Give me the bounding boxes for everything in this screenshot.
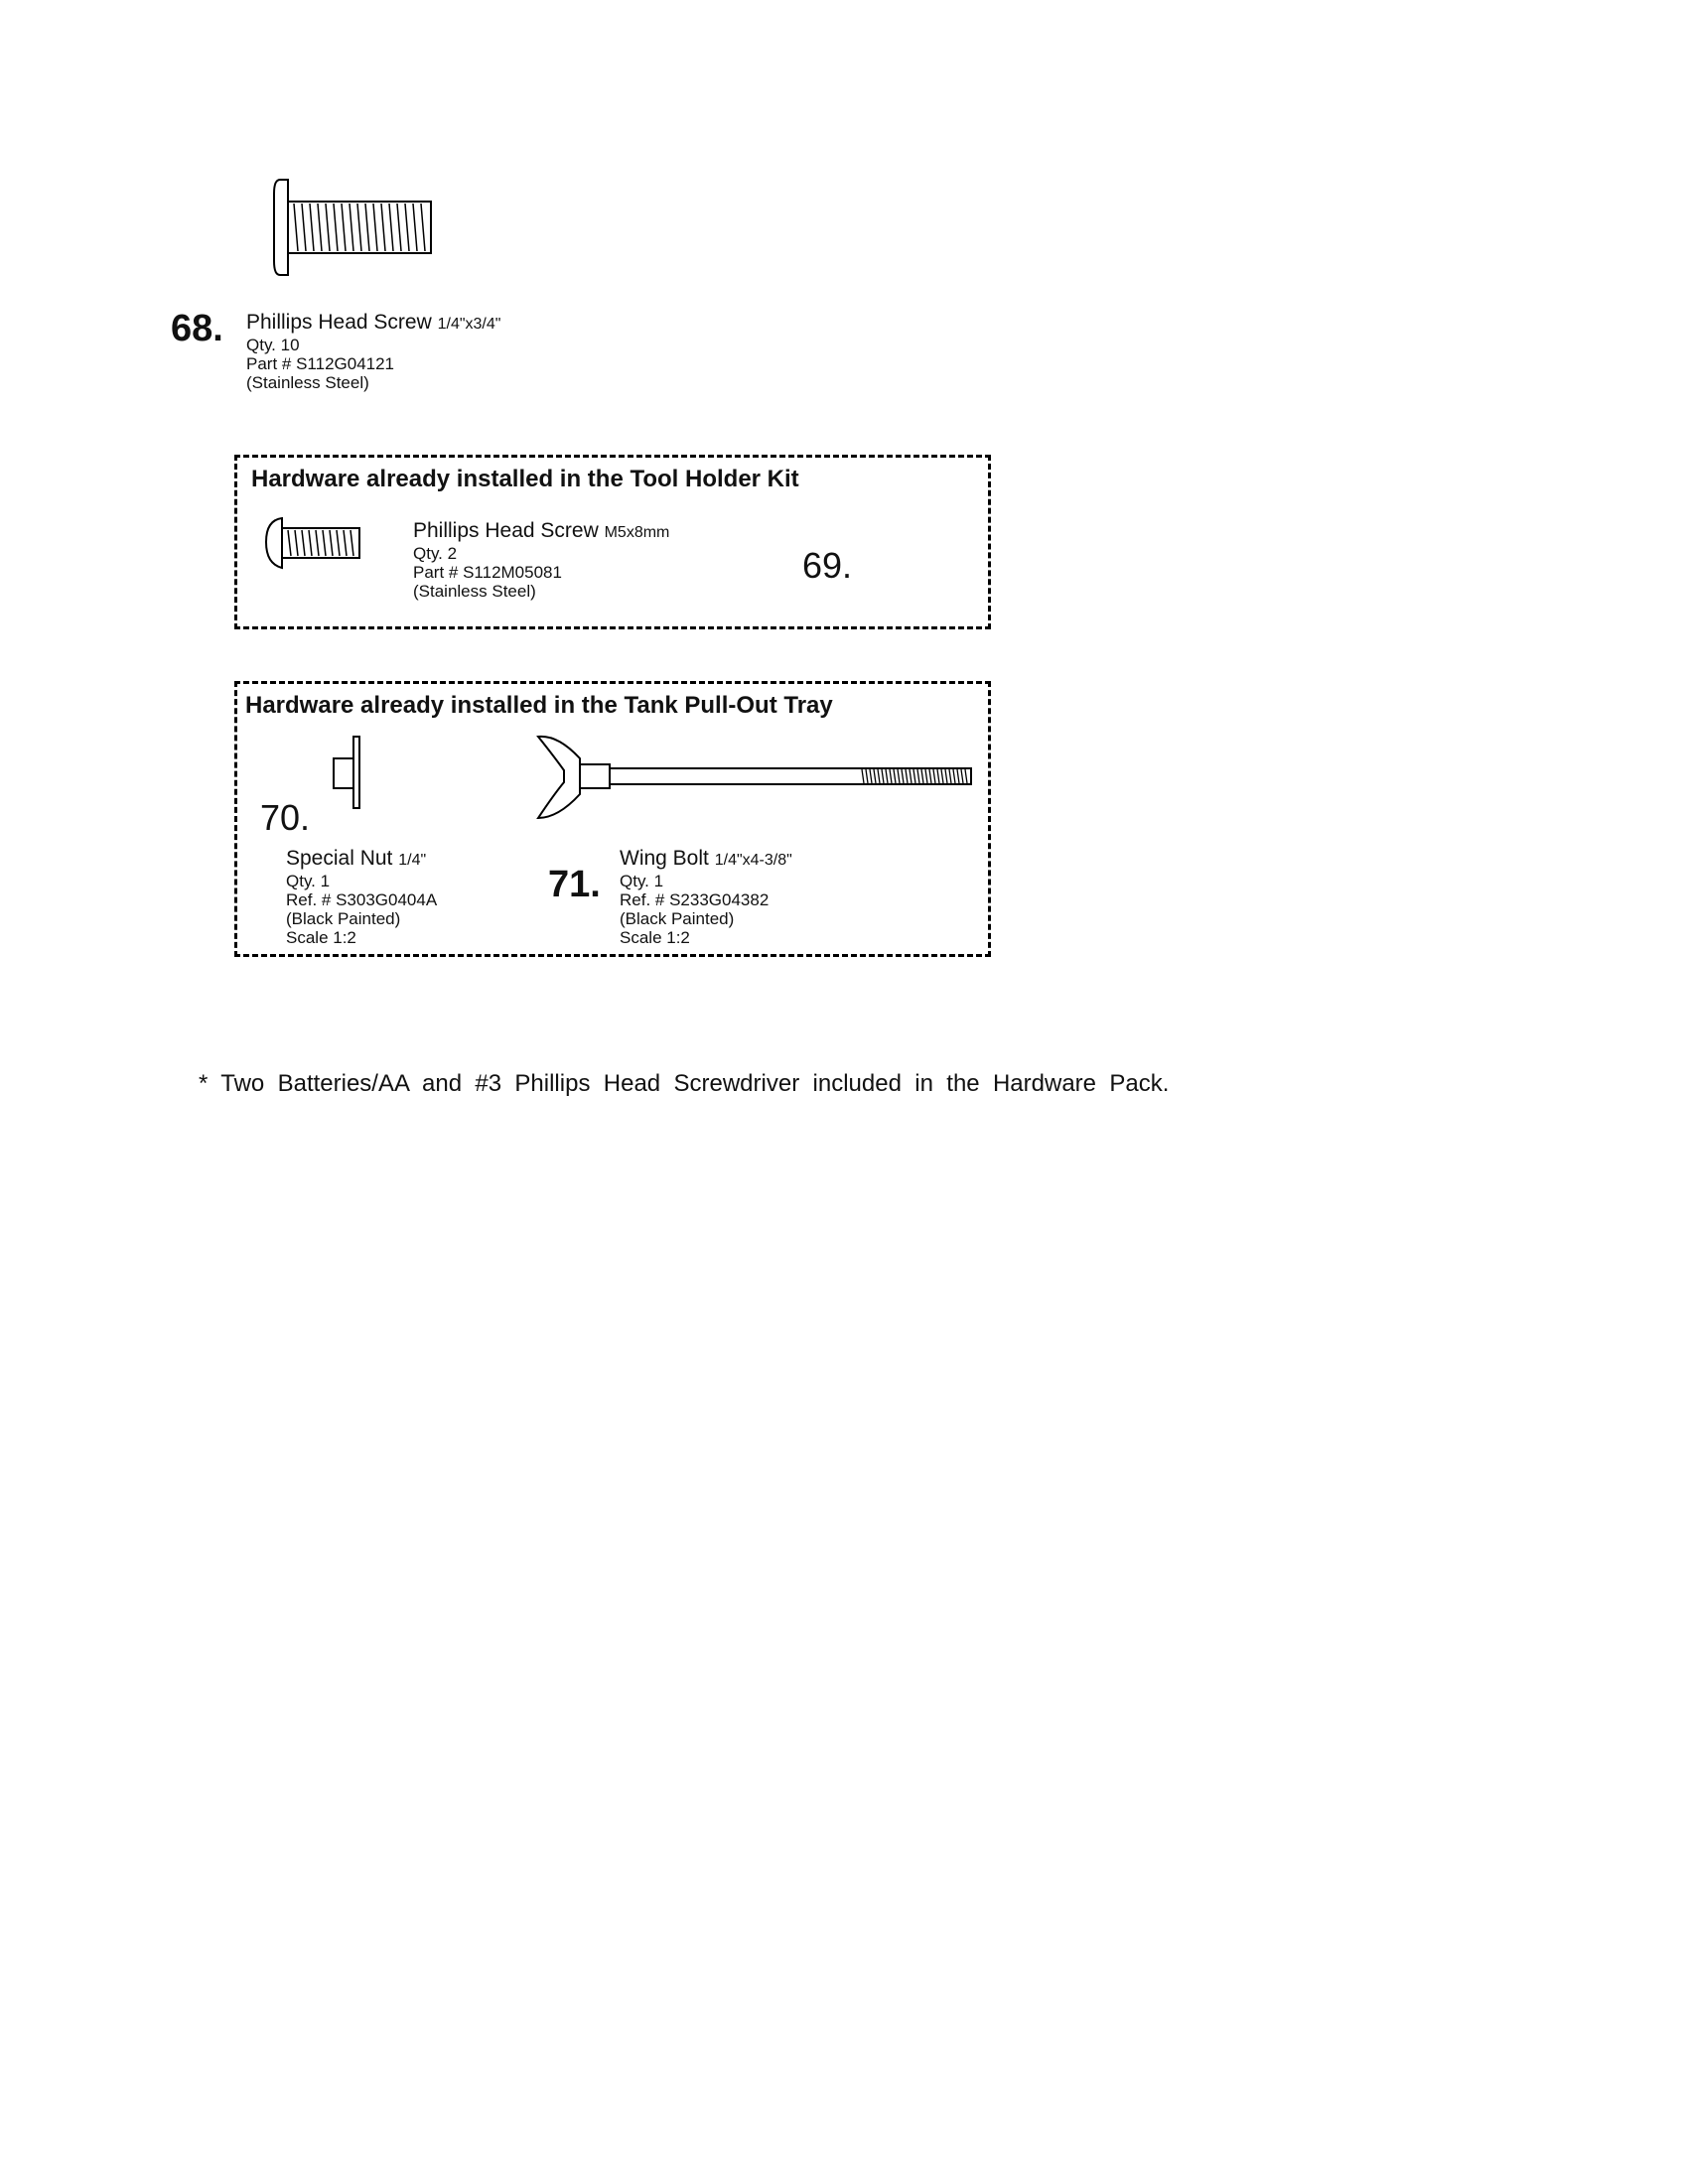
part-69-material: (Stainless Steel)	[413, 582, 536, 601]
part-70-finish: (Black Painted)	[286, 909, 401, 928]
hardware-pack-footnote: * Two Batteries/AA and #3 Phillips Head Screwdriver included in the Hardware Pack.	[199, 1070, 1170, 1097]
part-68-size: 1/4"x3/4"	[437, 316, 501, 333]
part-71-name: Wing Bolt	[620, 847, 709, 870]
part-69-details	[413, 520, 669, 601]
part-71-ref: Ref. # S233G04382	[620, 890, 770, 909]
part-70-ref: Ref. # S303G0404A	[286, 890, 438, 909]
part-71-details	[620, 848, 792, 947]
wing-bolt-71-drawing	[534, 725, 981, 834]
part-70-number: 70.	[260, 797, 311, 838]
tank-pull-out-tray-title: Hardware already installed in the Tank Pull-Out Tray	[245, 692, 833, 719]
part-69-number: 69.	[802, 545, 853, 586]
part-71-qty: Qty. 1	[620, 872, 664, 890]
part-70-details	[286, 848, 437, 947]
phillips-screw-69-drawing	[260, 514, 369, 574]
phillips-screw-68-drawing	[268, 174, 447, 283]
part-69-size: M5x8mm	[604, 524, 670, 541]
part-71-scale: Scale 1:2	[620, 928, 690, 947]
tool-holder-kit-title: Hardware already installed in the Tool Holder Kit	[251, 466, 799, 492]
part-68-details	[246, 312, 500, 392]
special-nut-70-drawing	[324, 733, 383, 812]
part-68-name: Phillips Head Screw	[246, 311, 432, 334]
part-68-qty: Qty. 10	[246, 336, 300, 354]
part-71-finish: (Black Painted)	[620, 909, 735, 928]
part-68-part-number: Part # S112G04121	[246, 354, 395, 373]
part-70-qty: Qty. 1	[286, 872, 331, 890]
part-71-number: 71.	[548, 864, 601, 905]
part-68-material: (Stainless Steel)	[246, 373, 369, 392]
part-69-qty: Qty. 2	[413, 544, 458, 563]
part-69-part-number: Part # S112M05081	[413, 563, 562, 582]
part-71-size: 1/4"x4-3/8"	[714, 852, 792, 869]
part-70-scale: Scale 1:2	[286, 928, 356, 947]
part-68-number: 68.	[171, 308, 223, 349]
part-69-name: Phillips Head Screw	[413, 519, 599, 542]
part-70-size: 1/4"	[398, 852, 427, 869]
part-70-name: Special Nut	[286, 847, 393, 870]
